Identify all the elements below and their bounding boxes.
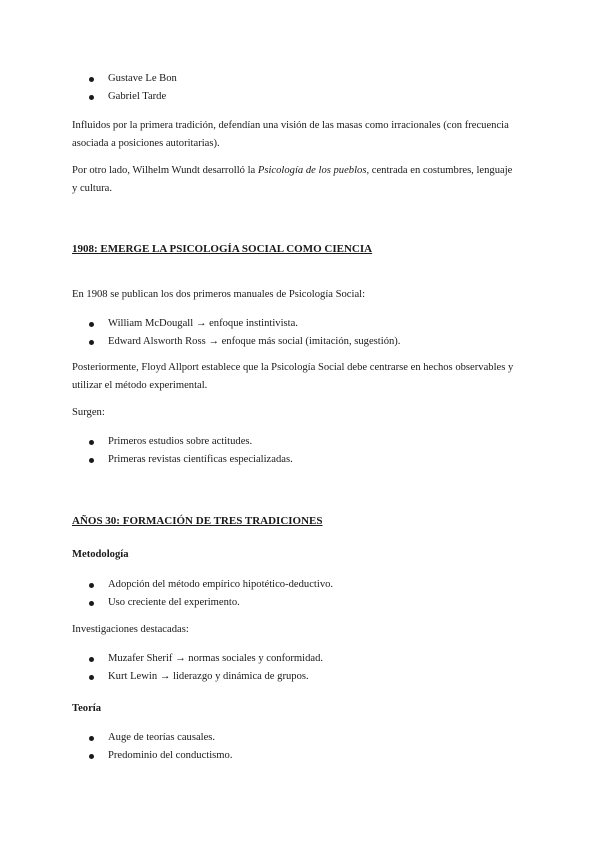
bullet-icon	[89, 340, 94, 345]
list-item: Kurt Lewin → liderazgo y dinámica de grupos.	[0, 668, 600, 686]
bullet-icon	[89, 601, 94, 606]
list-item: Muzafer Sherif → normas sociales y conformidad.	[0, 650, 600, 668]
wundt-paragraph: Por otro lado, Wilhelm Wundt desarrolló la Psicología de los pueblos, centrada en costumbres, lenguaje y cultura.	[72, 165, 513, 194]
bullet-icon	[89, 458, 94, 463]
list-item: William McDougall → enfoque instintivista.	[0, 315, 600, 333]
book-title: Psicología de los pueblos	[257, 165, 367, 176]
bullet-icon	[89, 675, 94, 680]
surgen-label: Surgen:	[72, 407, 105, 418]
surgen-list	[0, 433, 600, 469]
list-item: Gabriel Tarde	[0, 88, 600, 106]
bullet-icon	[89, 754, 94, 759]
list-item: Uso creciente del experimento.	[0, 594, 600, 612]
list-item: Gustave Le Bon	[0, 70, 600, 88]
intro-list	[0, 70, 600, 106]
section-heading-1908: 1908: EMERGE LA PSICOLOGÍA SOCIAL COMO CIENCIA	[72, 243, 373, 255]
subheading-teoria: Teoría	[72, 703, 102, 714]
bullet-icon	[89, 322, 94, 327]
list-item: Auge de teorías causales.	[0, 729, 600, 747]
list-item: Primeras revistas científicas especializadas.	[0, 451, 600, 469]
list-item: Primeros estudios sobre actitudes.	[0, 433, 600, 451]
allport-paragraph: Posteriormente, Floyd Allport establece que la Psicología Social debe centrarse en hechos observables y utilizar el método experimental.	[72, 362, 514, 391]
bullet-icon	[89, 583, 94, 588]
bullet-icon	[89, 440, 94, 445]
list-item: Edward Alsworth Ross → enfoque más social (imitación, sugestión).	[0, 333, 600, 351]
manuals-intro: En 1908 se publican los dos primeros manuales de Psicología Social:	[72, 289, 366, 300]
manuals-list	[0, 315, 600, 351]
list-item: Adopción del método empírico hipotético-deductivo.	[0, 576, 600, 594]
section-heading-anos-30: AÑOS 30: FORMACIÓN DE TRES TRADICIONES	[72, 515, 323, 527]
investigaciones-label: Investigaciones destacadas:	[72, 624, 189, 635]
subheading-metodologia: Metodología	[72, 549, 129, 560]
bullet-icon	[89, 736, 94, 741]
list-item: Predominio del conductismo.	[0, 747, 600, 765]
metodologia-list	[0, 576, 600, 612]
teoria-list	[0, 729, 600, 765]
intro-paragraph: Influidos por la primera tradición, defendían una visión de las masas como irracionales (con frecuencia asociada a posiciones autoritarias).	[72, 120, 509, 149]
bullet-icon	[89, 95, 94, 100]
bullet-icon	[89, 657, 94, 662]
investigaciones-list	[0, 650, 600, 686]
bullet-icon	[89, 77, 94, 82]
